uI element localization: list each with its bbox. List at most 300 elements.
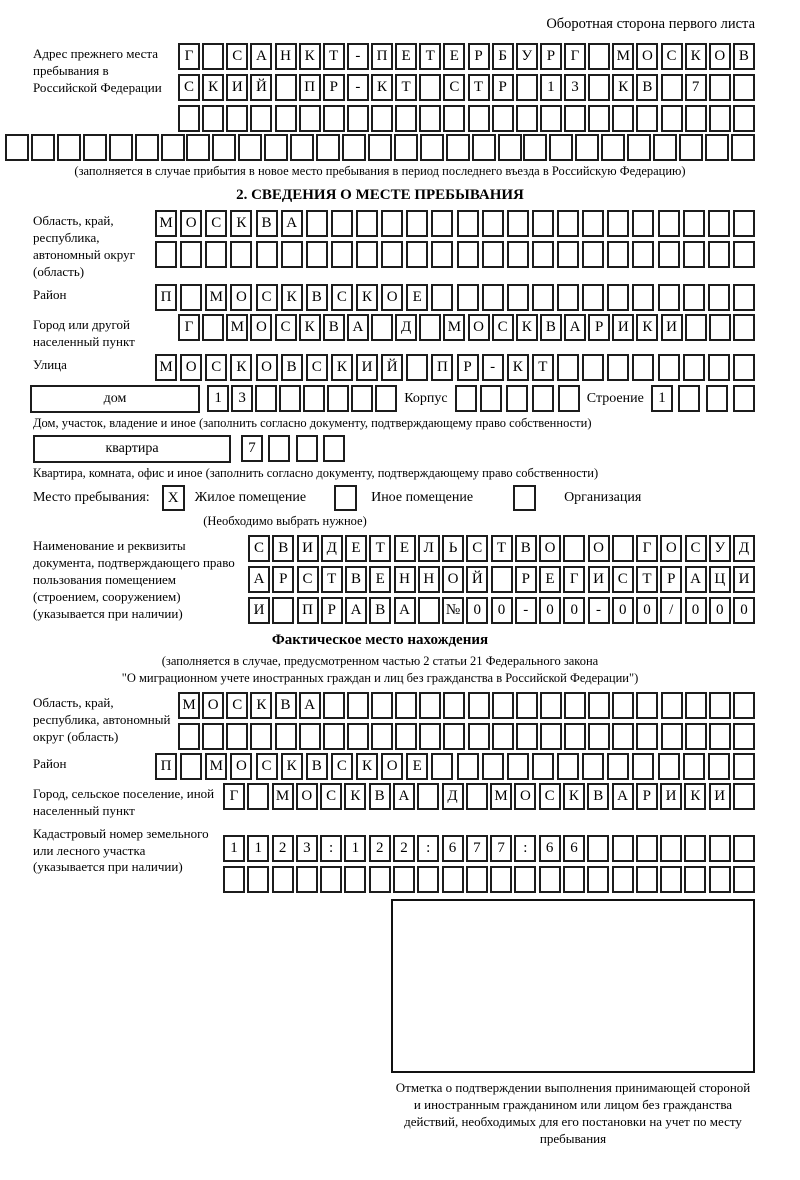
char-box[interactable]: И (612, 314, 634, 341)
char-box[interactable] (431, 753, 453, 780)
char-box[interactable] (563, 535, 585, 562)
char-box[interactable] (202, 105, 224, 132)
char-box[interactable]: Ь (442, 535, 464, 562)
char-box[interactable] (733, 284, 755, 311)
char-box[interactable] (731, 134, 755, 161)
char-box[interactable] (202, 43, 224, 70)
char-box[interactable]: Е (369, 566, 391, 593)
char-box[interactable]: О (230, 284, 252, 311)
char-box[interactable] (709, 835, 731, 862)
char-box[interactable]: Е (395, 43, 417, 70)
char-box[interactable] (658, 354, 680, 381)
char-box[interactable] (482, 284, 504, 311)
char-box[interactable] (636, 105, 658, 132)
char-box[interactable]: И (356, 354, 378, 381)
char-box[interactable] (230, 241, 252, 268)
char-box[interactable]: 6 (563, 835, 585, 862)
char-box[interactable] (457, 241, 479, 268)
char-box[interactable] (186, 134, 210, 161)
char-box[interactable] (733, 385, 755, 412)
char-box[interactable]: Н (418, 566, 440, 593)
char-box[interactable] (466, 866, 488, 893)
char-box[interactable] (205, 241, 227, 268)
char-box[interactable] (709, 723, 731, 750)
char-box[interactable] (356, 241, 378, 268)
char-box[interactable]: В (636, 74, 658, 101)
char-box[interactable]: 0 (563, 597, 585, 624)
char-box[interactable]: М (443, 314, 465, 341)
char-box[interactable]: С (685, 535, 707, 562)
char-box[interactable]: К (371, 74, 393, 101)
char-box[interactable]: О (514, 783, 536, 810)
char-box[interactable]: Р (660, 566, 682, 593)
char-box[interactable]: О (539, 535, 561, 562)
char-box[interactable] (395, 723, 417, 750)
char-box[interactable] (247, 783, 269, 810)
char-box[interactable]: У (709, 535, 731, 562)
char-box[interactable]: И (297, 535, 319, 562)
char-box[interactable] (394, 134, 418, 161)
char-box[interactable]: В (540, 314, 562, 341)
char-box[interactable]: 6 (539, 835, 561, 862)
char-box[interactable] (733, 783, 755, 810)
char-box[interactable] (733, 105, 755, 132)
char-box[interactable] (393, 866, 415, 893)
char-box[interactable] (684, 866, 706, 893)
char-box[interactable]: О (230, 753, 252, 780)
char-box[interactable] (419, 74, 441, 101)
char-box[interactable] (109, 134, 133, 161)
char-box[interactable] (632, 210, 654, 237)
char-box[interactable] (256, 241, 278, 268)
char-box[interactable]: 3 (564, 74, 586, 101)
char-box[interactable] (331, 241, 353, 268)
char-box[interactable] (431, 210, 453, 237)
char-box[interactable]: Р (457, 354, 479, 381)
char-box[interactable]: Г (563, 566, 585, 593)
char-box[interactable] (540, 105, 562, 132)
char-box[interactable] (395, 105, 417, 132)
char-box[interactable] (587, 866, 609, 893)
char-box[interactable] (507, 753, 529, 780)
char-box[interactable] (442, 866, 464, 893)
char-box[interactable]: Б (492, 43, 514, 70)
char-box[interactable]: В (306, 753, 328, 780)
char-box[interactable] (83, 134, 107, 161)
char-box[interactable] (419, 723, 441, 750)
char-box[interactable] (514, 866, 536, 893)
char-box[interactable] (612, 723, 634, 750)
char-box[interactable] (708, 753, 730, 780)
char-box[interactable] (709, 692, 731, 719)
char-box[interactable]: А (345, 597, 367, 624)
char-box[interactable]: 7 (490, 835, 512, 862)
char-box[interactable] (516, 692, 538, 719)
char-box[interactable] (558, 385, 580, 412)
char-box[interactable]: О (202, 692, 224, 719)
char-box[interactable] (582, 753, 604, 780)
char-box[interactable] (582, 210, 604, 237)
char-box[interactable]: В (275, 692, 297, 719)
char-box[interactable] (250, 105, 272, 132)
char-box[interactable]: С (256, 753, 278, 780)
char-box[interactable] (632, 354, 654, 381)
char-box[interactable]: Д (395, 314, 417, 341)
char-box[interactable] (708, 284, 730, 311)
char-box[interactable] (491, 566, 513, 593)
char-box[interactable]: Г (223, 783, 245, 810)
char-box[interactable]: К (331, 354, 353, 381)
char-box[interactable] (275, 723, 297, 750)
stay-type-checkbox-organization[interactable] (513, 485, 536, 511)
char-box[interactable]: 0 (612, 597, 634, 624)
char-box[interactable] (653, 134, 677, 161)
char-box[interactable] (607, 284, 629, 311)
char-box[interactable] (532, 241, 554, 268)
char-box[interactable] (532, 210, 554, 237)
char-box[interactable]: - (515, 597, 537, 624)
char-box[interactable] (281, 241, 303, 268)
char-box[interactable] (492, 692, 514, 719)
char-box[interactable] (612, 535, 634, 562)
char-box[interactable]: П (299, 74, 321, 101)
char-box[interactable] (480, 385, 502, 412)
char-box[interactable]: Г (178, 314, 200, 341)
char-box[interactable] (468, 692, 490, 719)
char-box[interactable]: И (660, 783, 682, 810)
char-box[interactable] (178, 105, 200, 132)
char-box[interactable] (431, 241, 453, 268)
char-box[interactable]: А (281, 210, 303, 237)
char-box[interactable]: В (587, 783, 609, 810)
char-box[interactable]: С (256, 284, 278, 311)
char-box[interactable] (532, 753, 554, 780)
char-box[interactable]: Д (733, 535, 755, 562)
char-box[interactable]: А (248, 566, 270, 593)
char-box[interactable]: Й (466, 566, 488, 593)
char-box[interactable] (612, 692, 634, 719)
char-box[interactable] (342, 134, 366, 161)
char-box[interactable]: Е (394, 535, 416, 562)
char-box[interactable] (582, 241, 604, 268)
char-box[interactable]: 3 (296, 835, 318, 862)
char-box[interactable] (636, 692, 658, 719)
char-box[interactable] (582, 354, 604, 381)
char-box[interactable]: М (272, 783, 294, 810)
char-box[interactable]: К (612, 74, 634, 101)
char-box[interactable] (658, 753, 680, 780)
char-box[interactable] (371, 692, 393, 719)
char-box[interactable] (443, 105, 465, 132)
char-box[interactable] (632, 241, 654, 268)
char-box[interactable]: 0 (685, 597, 707, 624)
char-box[interactable] (612, 105, 634, 132)
char-box[interactable] (733, 866, 755, 893)
char-box[interactable] (443, 692, 465, 719)
char-box[interactable]: О (709, 43, 731, 70)
char-box[interactable] (575, 134, 599, 161)
char-box[interactable] (482, 210, 504, 237)
char-box[interactable] (303, 385, 325, 412)
char-box[interactable]: 2 (369, 835, 391, 862)
char-box[interactable]: К (281, 753, 303, 780)
char-box[interactable]: 1 (207, 385, 229, 412)
char-box[interactable]: 7 (685, 74, 707, 101)
char-box[interactable] (683, 241, 705, 268)
char-box[interactable]: Е (406, 284, 428, 311)
char-box[interactable] (482, 241, 504, 268)
char-box[interactable] (685, 723, 707, 750)
char-box[interactable] (685, 105, 707, 132)
char-box[interactable] (540, 723, 562, 750)
char-box[interactable] (418, 597, 440, 624)
char-box[interactable] (661, 74, 683, 101)
char-box[interactable]: Т (468, 74, 490, 101)
char-box[interactable]: Ц (709, 566, 731, 593)
char-box[interactable]: К (344, 783, 366, 810)
char-box[interactable]: И (661, 314, 683, 341)
char-box[interactable] (685, 314, 707, 341)
char-box[interactable] (683, 354, 705, 381)
char-box[interactable] (306, 241, 328, 268)
char-box[interactable]: М (612, 43, 634, 70)
char-box[interactable] (371, 723, 393, 750)
char-box[interactable]: С (275, 314, 297, 341)
char-box[interactable] (347, 723, 369, 750)
char-box[interactable] (563, 866, 585, 893)
char-box[interactable]: 1 (651, 385, 673, 412)
char-box[interactable] (455, 385, 477, 412)
char-box[interactable] (296, 866, 318, 893)
char-box[interactable] (226, 723, 248, 750)
char-box[interactable]: К (516, 314, 538, 341)
char-box[interactable] (661, 105, 683, 132)
char-box[interactable] (607, 241, 629, 268)
char-box[interactable] (419, 692, 441, 719)
char-box[interactable]: Т (419, 43, 441, 70)
char-box[interactable] (549, 134, 573, 161)
char-box[interactable] (419, 314, 441, 341)
char-box[interactable]: Т (323, 43, 345, 70)
char-box[interactable] (180, 284, 202, 311)
char-box[interactable] (658, 241, 680, 268)
char-box[interactable]: С (492, 314, 514, 341)
char-box[interactable] (247, 866, 269, 893)
char-box[interactable] (612, 866, 634, 893)
char-box[interactable] (708, 354, 730, 381)
char-box[interactable] (557, 284, 579, 311)
char-box[interactable] (539, 866, 561, 893)
char-box[interactable] (299, 723, 321, 750)
char-box[interactable]: О (468, 314, 490, 341)
char-box[interactable]: М (178, 692, 200, 719)
char-box[interactable]: В (345, 566, 367, 593)
char-box[interactable] (320, 866, 342, 893)
char-box[interactable]: М (205, 753, 227, 780)
char-box[interactable] (347, 692, 369, 719)
char-box[interactable] (516, 105, 538, 132)
char-box[interactable]: К (507, 354, 529, 381)
char-box[interactable]: С (205, 210, 227, 237)
char-box[interactable] (275, 74, 297, 101)
char-box[interactable]: Й (250, 74, 272, 101)
char-box[interactable]: Г (178, 43, 200, 70)
char-box[interactable] (255, 385, 277, 412)
char-box[interactable] (564, 723, 586, 750)
char-box[interactable] (375, 385, 397, 412)
char-box[interactable]: 3 (231, 385, 253, 412)
char-box[interactable]: М (155, 354, 177, 381)
char-box[interactable]: С (178, 74, 200, 101)
char-box[interactable]: 1 (540, 74, 562, 101)
char-box[interactable] (588, 692, 610, 719)
char-box[interactable] (323, 692, 345, 719)
char-box[interactable]: В (272, 535, 294, 562)
char-box[interactable]: 1 (247, 835, 269, 862)
stay-type-checkbox-other[interactable] (334, 485, 357, 511)
char-box[interactable]: - (482, 354, 504, 381)
char-box[interactable]: А (685, 566, 707, 593)
char-box[interactable] (733, 241, 755, 268)
char-box[interactable] (279, 385, 301, 412)
char-box[interactable]: П (371, 43, 393, 70)
char-box[interactable] (250, 723, 272, 750)
char-box[interactable] (323, 435, 345, 462)
char-box[interactable] (331, 210, 353, 237)
char-box[interactable]: Т (532, 354, 554, 381)
char-box[interactable] (733, 314, 755, 341)
char-box[interactable]: Е (345, 535, 367, 562)
char-box[interactable] (516, 723, 538, 750)
char-box[interactable]: 1 (344, 835, 366, 862)
char-box[interactable]: Л (418, 535, 440, 562)
char-box[interactable] (588, 105, 610, 132)
char-box[interactable] (268, 435, 290, 462)
char-box[interactable] (472, 134, 496, 161)
char-box[interactable]: С (661, 43, 683, 70)
char-box[interactable]: Р (636, 783, 658, 810)
char-box[interactable]: А (299, 692, 321, 719)
char-box[interactable]: 0 (539, 597, 561, 624)
char-box[interactable] (371, 314, 393, 341)
char-box[interactable] (482, 753, 504, 780)
char-box[interactable]: А (393, 783, 415, 810)
char-box[interactable]: О (660, 535, 682, 562)
char-box[interactable] (296, 435, 318, 462)
char-box[interactable] (299, 105, 321, 132)
char-box[interactable] (607, 210, 629, 237)
char-box[interactable]: О (381, 753, 403, 780)
char-box[interactable]: 0 (491, 597, 513, 624)
char-box[interactable]: Р (588, 314, 610, 341)
char-box[interactable]: - (588, 597, 610, 624)
char-box[interactable] (327, 385, 349, 412)
char-box[interactable]: К (636, 314, 658, 341)
char-box[interactable] (705, 134, 729, 161)
char-box[interactable] (406, 210, 428, 237)
char-box[interactable] (155, 241, 177, 268)
char-box[interactable]: Е (406, 753, 428, 780)
char-box[interactable]: Й (381, 354, 403, 381)
char-box[interactable] (406, 241, 428, 268)
char-box[interactable]: Р (272, 566, 294, 593)
char-box[interactable]: М (205, 284, 227, 311)
char-box[interactable]: Р (468, 43, 490, 70)
char-box[interactable] (588, 74, 610, 101)
char-box[interactable]: П (155, 284, 177, 311)
char-box[interactable]: О (636, 43, 658, 70)
char-box[interactable] (733, 835, 755, 862)
char-box[interactable] (679, 134, 703, 161)
char-box[interactable] (507, 210, 529, 237)
char-box[interactable]: М (155, 210, 177, 237)
char-box[interactable] (351, 385, 373, 412)
char-box[interactable]: П (297, 597, 319, 624)
char-box[interactable]: В (256, 210, 278, 237)
char-box[interactable]: Д (442, 783, 464, 810)
char-box[interactable]: 1 (223, 835, 245, 862)
char-box[interactable]: С (248, 535, 270, 562)
char-box[interactable] (709, 105, 731, 132)
char-box[interactable]: 2 (393, 835, 415, 862)
char-box[interactable]: Г (564, 43, 586, 70)
char-box[interactable]: В (733, 43, 755, 70)
char-box[interactable]: Н (275, 43, 297, 70)
char-box[interactable] (733, 354, 755, 381)
char-box[interactable] (344, 866, 366, 893)
char-box[interactable] (180, 241, 202, 268)
char-box[interactable] (5, 134, 29, 161)
char-box[interactable]: : (320, 835, 342, 862)
char-box[interactable]: В (369, 597, 391, 624)
char-box[interactable]: В (323, 314, 345, 341)
char-box[interactable] (161, 134, 185, 161)
char-box[interactable] (733, 210, 755, 237)
char-box[interactable] (290, 134, 314, 161)
char-box[interactable]: С (612, 566, 634, 593)
char-box[interactable]: О (180, 354, 202, 381)
char-box[interactable] (446, 134, 470, 161)
char-box[interactable] (540, 692, 562, 719)
char-box[interactable] (661, 723, 683, 750)
char-box[interactable]: О (296, 783, 318, 810)
char-box[interactable]: Т (395, 74, 417, 101)
char-box[interactable]: Т (321, 566, 343, 593)
char-box[interactable] (457, 210, 479, 237)
char-box[interactable] (272, 866, 294, 893)
char-box[interactable] (612, 835, 634, 862)
char-box[interactable] (381, 241, 403, 268)
char-box[interactable] (457, 284, 479, 311)
char-box[interactable] (683, 210, 705, 237)
char-box[interactable]: С (226, 692, 248, 719)
char-box[interactable]: С (205, 354, 227, 381)
char-box[interactable]: К (250, 692, 272, 719)
char-box[interactable]: К (230, 210, 252, 237)
char-box[interactable]: - (347, 43, 369, 70)
char-box[interactable] (417, 783, 439, 810)
char-box[interactable] (632, 284, 654, 311)
char-box[interactable] (582, 284, 604, 311)
char-box[interactable] (661, 692, 683, 719)
char-box[interactable]: С (443, 74, 465, 101)
char-box[interactable] (557, 354, 579, 381)
char-box[interactable]: 0 (636, 597, 658, 624)
char-box[interactable] (632, 753, 654, 780)
char-box[interactable] (135, 134, 159, 161)
char-box[interactable]: К (299, 43, 321, 70)
char-box[interactable] (708, 241, 730, 268)
